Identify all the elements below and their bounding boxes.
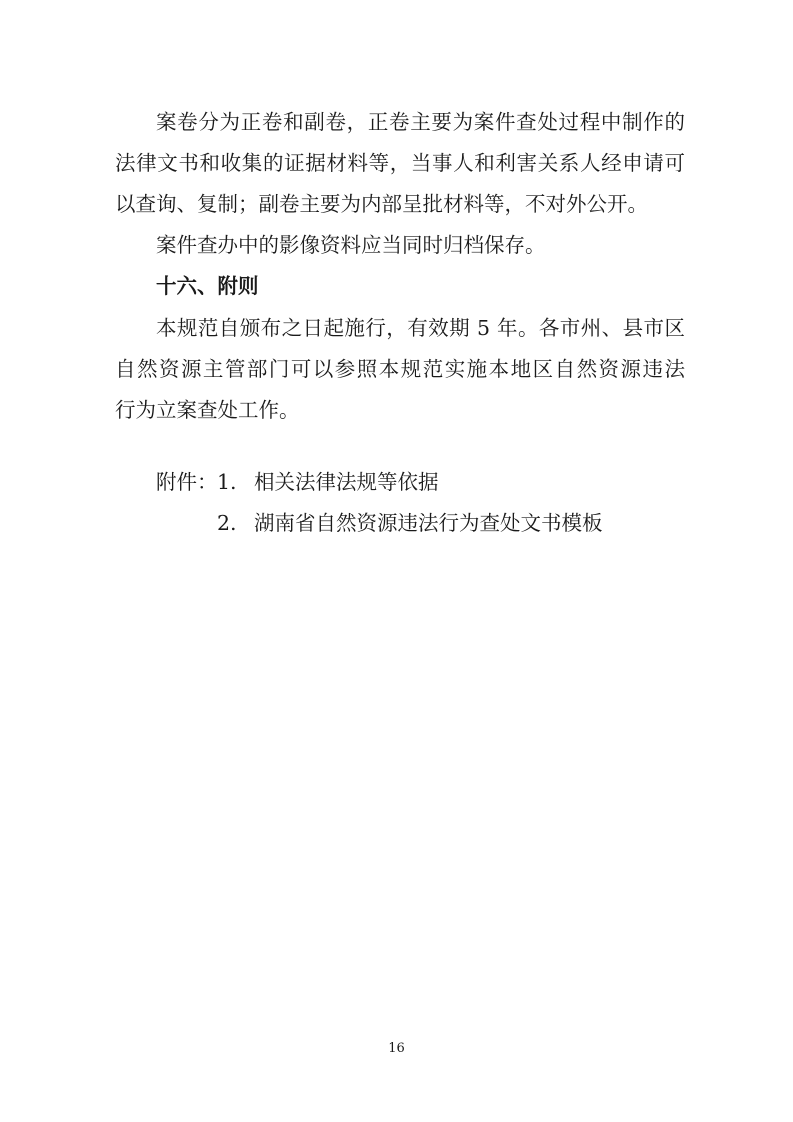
attachment-2-title: 湖南省自然资源违法行为查处文书模板 [254, 511, 603, 535]
paragraph-3-line-2: 自然资源主管部门可以参照本规范实施本地区自然资源违法 [115, 357, 685, 381]
attachments-label: 附件： [156, 470, 218, 494]
attachment-2-number: 2. [217, 511, 237, 535]
paragraph-3-line-1: 本规范自颁布之日起施行，有效期 5 年。各市州、县市区 [156, 316, 685, 340]
paragraph-1-line-2: 法律文书和收集的证据材料等，当事人和利害关系人经申请可 [115, 151, 685, 175]
attachment-1-number: 1. [217, 470, 237, 494]
paragraph-1-line-3: 以查询、复制；副卷主要为内部呈批材料等，不对外公开。 [115, 192, 648, 216]
attachment-1-title: 相关法律法规等依据 [254, 470, 439, 494]
paragraph-1-line-1: 案卷分为正卷和副卷，正卷主要为案件查处过程中制作的 [156, 110, 685, 134]
section-heading: 十六、附则 [156, 274, 259, 298]
paragraph-3-line-3: 行为立案查处工作。 [115, 398, 300, 422]
paragraph-2-line-1: 案件查办中的影像资料应当同时归档保存。 [156, 233, 546, 257]
page-number: 16 [388, 1041, 405, 1056]
